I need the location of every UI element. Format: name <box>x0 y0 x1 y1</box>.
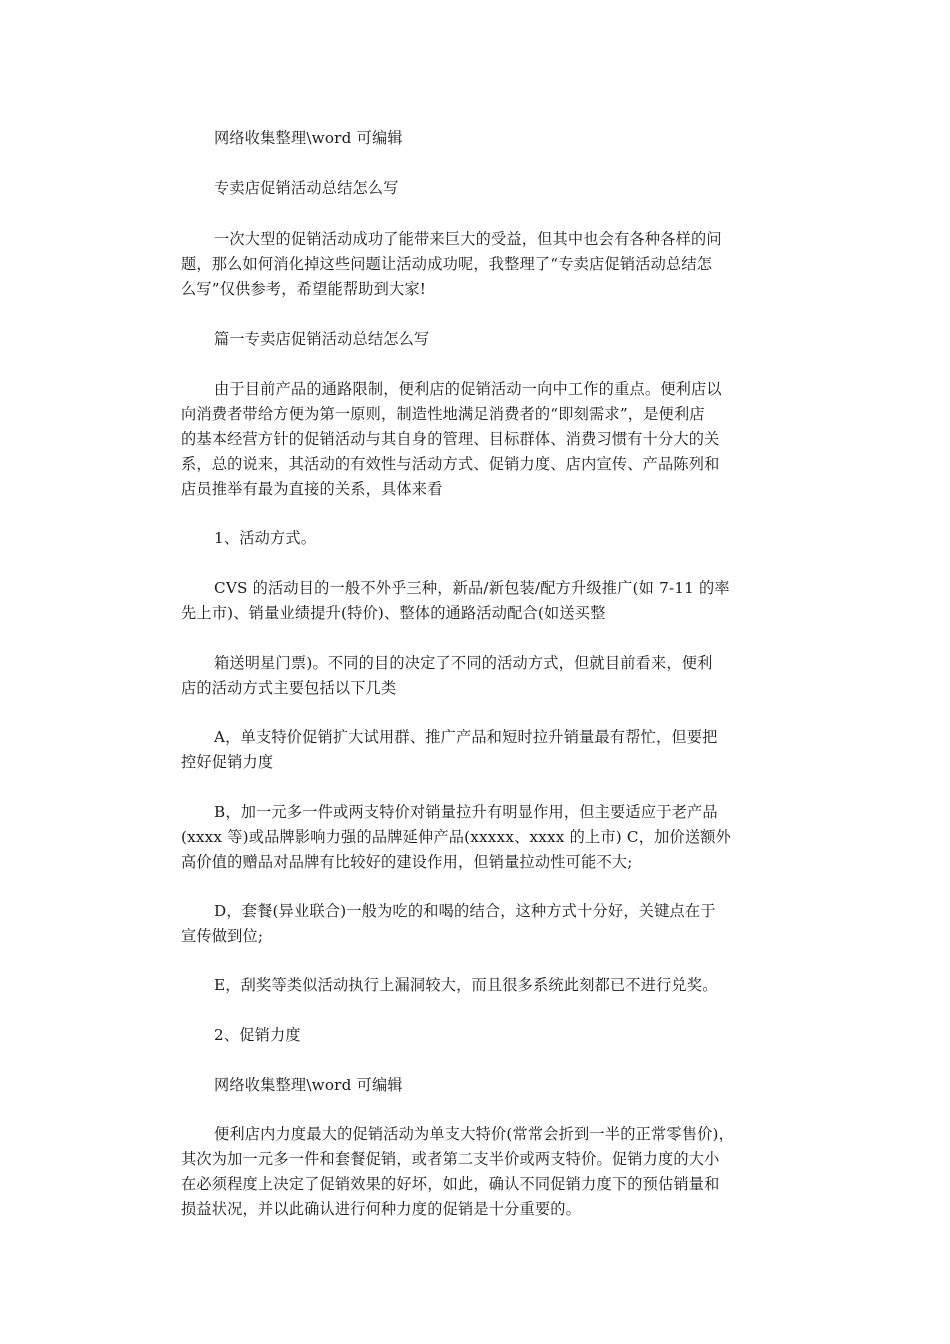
para-4-line-2: 其次为加一元多一件和套餐促销，或者第二支半价或两支特价。促销力度的大小 <box>181 1150 720 1168</box>
item-1-heading: 1、活动方式。 <box>214 529 317 547</box>
para-a-line-2: 控好促销力度 <box>181 753 274 771</box>
para-2-line-2: 先上市)、销量业绩提升(特价)、整体的通路活动配合(如送买整 <box>181 604 606 622</box>
para-1-line-4: 系，总的说来，其活动的有效性与活动方式、促销力度、店内宣传、产品陈列和 <box>181 455 720 473</box>
para-1-line-5: 店员推举有最为直接的关系，具体来看 <box>181 480 443 498</box>
para-1-line-3: 的基本经营方针的促销活动与其自身的管理、目标群体、消费习惯有十分大的关 <box>181 430 720 448</box>
intro-line-3: 么写”仅供参考，希望能帮助到大家! <box>181 280 427 298</box>
page-header: 网络收集整理\word 可编辑 <box>214 129 403 147</box>
para-b-line-2: (xxxx 等)或品牌影响力强的品牌延伸产品(xxxxx、xxxx 的上市) C，加价送额外 <box>181 828 732 846</box>
para-b-line-1: B，加一元多一件或两支特价对销量拉升有明显作用，但主要适应于老产品 <box>214 803 718 821</box>
para-3-line-2: 店的活动方式主要包括以下几类 <box>181 679 397 697</box>
para-1-line-1: 由于目前产品的通路限制，便利店的促销活动一向中工作的重点。便利店以 <box>214 380 722 398</box>
para-d-line-1: D，套餐(异业联合)一般为吃的和喝的结合，这种方式十分好，关键点在于 <box>214 902 716 920</box>
para-d-line-2: 宣传做到位; <box>181 927 264 945</box>
section-1-title: 篇一专卖店促销活动总结怎么写 <box>214 330 430 348</box>
para-4-line-4: 损益状况，并以此确认进行何种力度的促销是十分重要的。 <box>181 1200 582 1218</box>
para-e-line-1: E，刮奖等类似活动执行上漏洞较大，而且很多系统此刻都已不进行兑奖。 <box>214 976 718 994</box>
para-b-line-3: 高价值的赠品对品牌有比较好的建设作用，但销量拉动性可能不大; <box>181 853 633 871</box>
intro-line-1: 一次大型的促销活动成功了能带来巨大的受益，但其中也会有各种各样的问 <box>214 230 722 248</box>
para-4-line-3: 在必须程度上决定了促销效果的好坏，如此，确认不同促销力度下的预估销量和 <box>181 1175 720 1193</box>
para-a-line-1: A，单支特价促销扩大试用群、推广产品和短时拉升销量最有帮忙，但要把 <box>214 728 718 746</box>
document-title: 专卖店促销活动总结怎么写 <box>214 179 399 197</box>
intro-line-2: 题，那么如何消化掉这些问题让活动成功呢，我整理了“专卖店促销活动总结怎 <box>181 255 713 273</box>
page-header-repeat: 网络收集整理\word 可编辑 <box>214 1076 403 1094</box>
para-2-line-1: CVS 的活动目的一般不外乎三种，新品/新包装/配方升级推广(如 7-11 的率 <box>214 579 730 597</box>
para-4-line-1: 便利店内力度最大的促销活动为单支大特价(常常会折到一半的正常零售价)， <box>214 1125 735 1143</box>
para-3-line-1: 箱送明星门票)。不同的目的决定了不同的活动方式，但就目前看来，便利 <box>214 654 713 672</box>
para-1-line-2: 向消费者带给方便为第一原则，制造性地满足消费者的“即刻需求”，是便利店 <box>181 405 705 423</box>
item-2-heading: 2、促销力度 <box>214 1026 301 1044</box>
